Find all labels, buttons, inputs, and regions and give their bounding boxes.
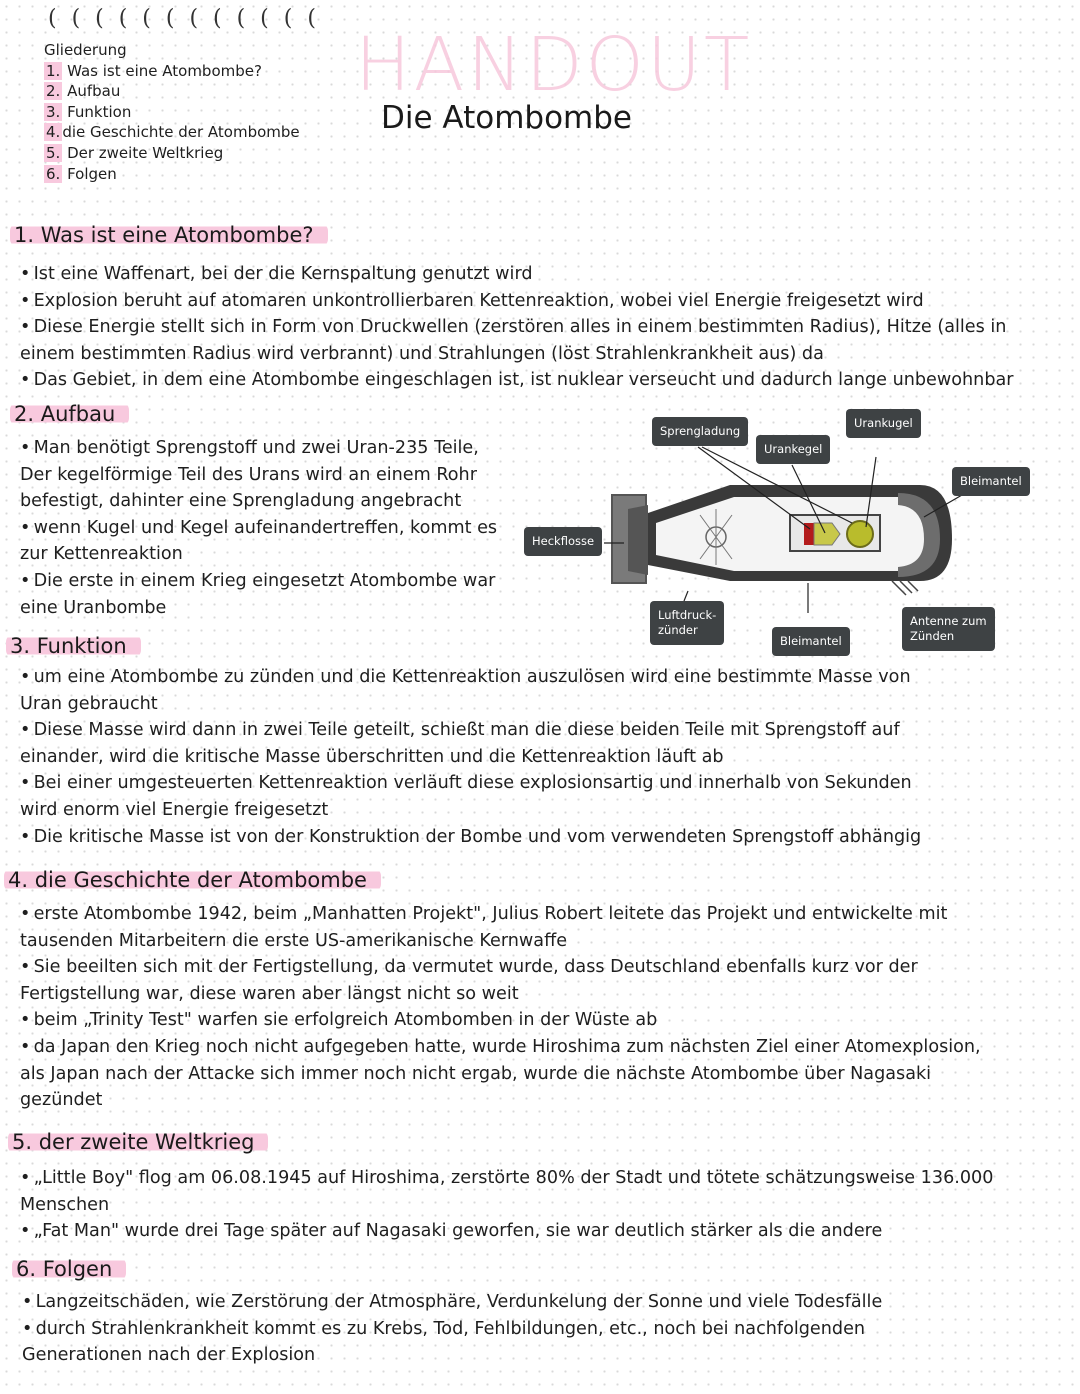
toc-item: 3. Funktion	[46, 102, 132, 121]
text-line: tausenden Mitarbeitern die erste US-amerikanische Kernwaffe	[20, 930, 568, 951]
text-line: Generationen nach der Explosion	[22, 1345, 316, 1366]
label-bleimantel-bottom: Bleimantel	[772, 627, 850, 656]
toc-item: 5. Der zweite Weltkrieg	[46, 143, 224, 162]
bullet-line: • Langzeitschäden, wie Zerstörung der Atmosphäre, Verdunkelung der Sonne und viele Todesfälle	[22, 1292, 883, 1312]
text-line: befestigt, dahinter eine Sprengladung angebracht	[20, 491, 462, 512]
table-of-contents	[44, 40, 300, 184]
text-line: eine Uranbombe	[20, 597, 167, 618]
notebook-spirals: ( ( ( ( ( ( ( ( ( ( ( (	[48, 6, 320, 31]
section-body-4	[20, 901, 1070, 1114]
toc-item: 4. die Geschichte der Atombombe	[46, 123, 300, 142]
bullet-line: • Bei einer umgesteuerten Kettenreaktion verläuft diese explosionsartig und innerhalb von Sekunden	[20, 773, 912, 794]
toc-item: 2. Aufbau	[46, 82, 121, 101]
section-body-1	[20, 261, 1070, 394]
tail-fin-inner	[628, 505, 648, 575]
section-heading-1: 1. Was ist eine Atombombe?	[10, 223, 328, 247]
bullet-line: • „Fat Man" wurde drei Tage später auf Nagasaki geworfen, sie war deutlich stärker als die andere	[20, 1221, 883, 1242]
text-line: Uran gebraucht	[20, 693, 158, 714]
bullet-line: • Sie beeilten sich mit der Fertigstellung, da vermutet wurde, dass Deutschland ebenfalls kurz vor der	[20, 957, 918, 978]
section-body-5	[20, 1165, 1070, 1245]
label-urankegel: Urankegel	[756, 435, 830, 464]
bullet-line: • durch Strahlenkrankheit kommt es zu Krebs, Tod, Fehlbildungen, etc., noch bei nachfolgenden	[22, 1318, 866, 1339]
text-line: Menschen	[20, 1194, 110, 1215]
text-line: als Japan nach der Attacke sich immer noch nicht ergab, wurde die nächste Atombombe über Nagasaki	[20, 1063, 932, 1084]
text-line: einander, wird die kritische Masse überschritten und die Kettenreaktion läuft ab	[20, 746, 724, 767]
toc-item: 6. Folgen	[46, 164, 117, 183]
bullet-line: • Explosion beruht auf atomaren unkontrollierbaren Kettenreaktion, wobei viel Energie freigesetzt wird	[20, 290, 924, 311]
label-bleimantel-top: Bleimantel	[952, 467, 1030, 496]
bomb-diagram	[520, 405, 1040, 665]
bullet-line: • wenn Kugel und Kegel aufeinandertreffen, kommt es	[20, 517, 498, 538]
bullet-line: • da Japan den Krieg noch nicht aufgegeben hatte, wurde Hiroshima zum nächsten Ziel einer Atomexplosion,	[20, 1036, 981, 1057]
text-line: wird enorm viel Energie freigesetzt	[20, 799, 329, 820]
text-line: Der kegelförmige Teil des Urans wird an einem Rohr	[20, 464, 477, 485]
antenna-shape	[892, 581, 918, 595]
text-line: zur Kettenreaktion	[20, 544, 183, 565]
text-line: einem bestimmten Radius wird verbrannt) und Strahlungen (löst Strahlenkrankheit aus) da	[20, 343, 824, 364]
bullet-line: • Ist eine Waffenart, bei der die Kernspaltung genutzt wird	[20, 264, 533, 284]
bullet-line: • Man benötigt Sprengstoff und zwei Uran-235 Teile,	[20, 438, 479, 458]
bullet-line: • Die kritische Masse ist von der Konstruktion der Bombe und vom verwendeten Sprengstoff abhängig	[20, 826, 922, 847]
label-antenne: Antenne zum Zünden	[902, 607, 995, 651]
section-heading-3: 3. Funktion	[6, 634, 141, 658]
bullet-line: • um eine Atombombe zu zünden und die Kettenreaktion auszulösen wird eine bestimmte Masse von	[20, 667, 911, 687]
uranium-sphere-shape	[847, 521, 873, 547]
toc-item: 1. Was ist eine Atombombe?	[46, 61, 262, 80]
label-heckflosse: Heckflosse	[524, 527, 602, 556]
section-heading-4: 4. die Geschichte der Atombombe	[4, 868, 381, 892]
label-urankugel: Urankugel	[846, 409, 921, 438]
text-line: gezündet	[20, 1090, 103, 1111]
label-luftdruckzuender: Luftdruck- zünder	[650, 601, 724, 645]
text-line: Fertigstellung war, diese waren aber längst nicht so weit	[20, 983, 519, 1004]
bullet-line: • Das Gebiet, in dem eine Atombombe eingeschlagen ist, ist nuklear verseucht und dadurch lange unbewohnbar	[20, 370, 1014, 391]
section-heading-5: 5. der zweite Weltkrieg	[8, 1130, 268, 1154]
section-body-6	[22, 1289, 1062, 1369]
bullet-line: • erste Atombombe 1942, beim „Manhatten Projekt", Julius Robert leitete das Projekt und entwickelte mit	[20, 904, 948, 924]
handout-heading: HANDOUT	[355, 22, 753, 108]
section-body-3	[20, 664, 1060, 850]
bullet-line: • Diese Masse wird dann in zwei Teile geteilt, schießt man die diese beiden Teile mit Sprengstoff auf	[20, 720, 900, 741]
bullet-line: • Diese Energie stellt sich in Form von Druckwellen (zerstören alles in einem bestimmten Radius), Hitze (alles in	[20, 317, 1007, 338]
section-heading-6: 6. Folgen	[12, 1257, 126, 1281]
bullet-line: • beim „Trinity Test" warfen sie erfolgreich Atombomben in der Wüste ab	[20, 1010, 658, 1031]
label-sprengladung: Sprengladung	[652, 417, 748, 446]
page-title: Die Atombombe	[381, 100, 632, 136]
bullet-line: • Die erste in einem Krieg eingesetzt Atombombe war	[20, 570, 496, 591]
bullet-line: • „Little Boy" flog am 06.08.1945 auf Hiroshima, zerstörte 80% der Stadt und tötete schätzungsweise 136.000	[20, 1168, 994, 1188]
section-body-2	[20, 435, 525, 621]
section-heading-2: 2. Aufbau	[10, 402, 129, 426]
toc-title: Gliederung	[44, 41, 127, 59]
